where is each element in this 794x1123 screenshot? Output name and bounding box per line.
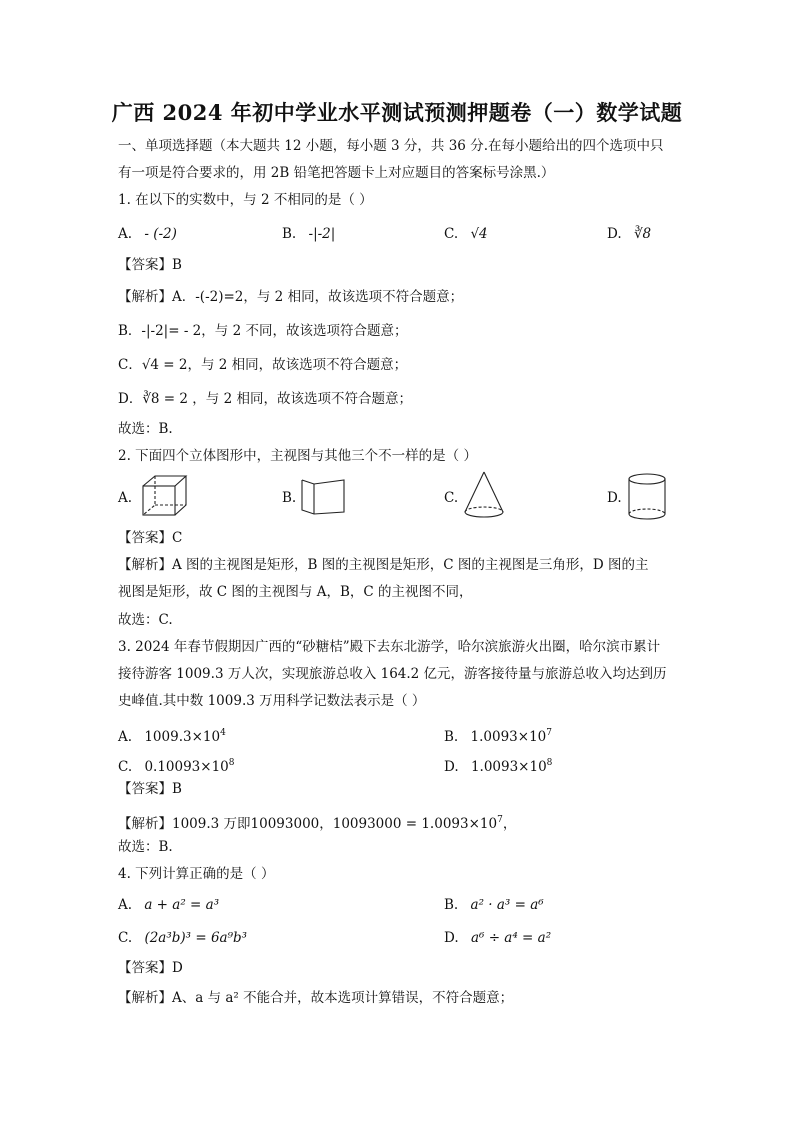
q3-option-d bbox=[444, 754, 552, 776]
q1-analysis-c: C．√4 = 2，与 2 相同，故该选项不符合题意； bbox=[118, 357, 408, 373]
q1-option-a bbox=[118, 225, 177, 243]
q4-option-c bbox=[118, 929, 247, 947]
q3-option-b bbox=[444, 724, 552, 746]
q4-answer: 【答案】D bbox=[118, 960, 183, 976]
q1-answer: 【答案】B bbox=[118, 257, 182, 273]
section-instructions-line1: 一、单项选择题（本大题共 12 小题，每小题 3 分，共 36 分.在每小题给出的四个选项中只 bbox=[118, 138, 664, 154]
q1-option-d-label: D. bbox=[607, 226, 622, 242]
q2-option-d-label: D. bbox=[607, 490, 622, 506]
q2-conclusion: 故选：C. bbox=[118, 612, 173, 628]
q4-option-b-label: B. bbox=[444, 897, 459, 913]
q3-option-d-label: D. bbox=[444, 759, 459, 775]
q2-analysis-line2: 视图是矩形，故 C 图的主视图与 A，B，C 的主视图不同， bbox=[118, 584, 473, 600]
q4-option-a bbox=[118, 896, 219, 914]
q3-answer: 【答案】B bbox=[118, 781, 182, 797]
q3-option-b-label: B. bbox=[444, 729, 459, 745]
q4-option-b-text: a² · a³ = a⁶ bbox=[470, 897, 544, 913]
q4-option-d bbox=[444, 929, 551, 947]
q3-analysis bbox=[118, 811, 516, 833]
section-instructions-line2: 有一项是符合要求的，用 2B 铅笔把答题卡上对应题目的答案标号涂黑.） bbox=[118, 165, 555, 181]
q1-option-b bbox=[282, 225, 335, 243]
q3-option-a-exponent: 4 bbox=[220, 728, 226, 738]
q2-option-c-label: C. bbox=[444, 490, 459, 506]
q3-option-c bbox=[118, 754, 235, 776]
q3-analysis-text: 【解析】1009.3 万即10093000，10093000 = 1.0093×10 bbox=[118, 816, 498, 832]
q1-stem: 1. 在以下的实数中，与 2 不相同的是（ ） bbox=[118, 192, 373, 208]
q1-option-d bbox=[607, 225, 651, 243]
q4-option-c-label: C. bbox=[118, 930, 133, 946]
q3-option-b-exponent: 7 bbox=[546, 728, 552, 738]
q4-stem: 4. 下列计算正确的是（ ） bbox=[118, 866, 275, 882]
q3-analysis-exponent: 7 bbox=[497, 815, 503, 825]
q3-option-a-base: 1009.3×10 bbox=[144, 729, 221, 745]
q1-option-b-label: B. bbox=[282, 226, 297, 242]
q3-option-c-exponent: 8 bbox=[228, 758, 235, 768]
q2-analysis-line1: 【解析】A 图的主视图是矩形，B 图的主视图是矩形，C 图的主视图是三角形，D 图的主 bbox=[118, 557, 649, 573]
q1-conclusion: 故选：B. bbox=[118, 421, 173, 437]
q1-option-a-text: - (-2) bbox=[144, 226, 177, 242]
q4-analysis: 【解析】A、a 与 a² 不能合并，故本选项计算错误，不符合题意； bbox=[118, 990, 514, 1006]
q1-option-c-label: C. bbox=[444, 226, 459, 242]
folded-prism-figure bbox=[300, 476, 348, 516]
q3-option-c-label: C. bbox=[118, 759, 133, 775]
q3-stem-line2: 接待游客 1009.3 万人次，实现旅游总收入 164.2 亿元，游客接待量与旅游总收入均达到历 bbox=[118, 666, 667, 682]
q1-option-c-text: √4 bbox=[470, 226, 488, 242]
q1-analysis-a: 【解析】A．-(-2)=2，与 2 相同，故该选项不符合题意； bbox=[118, 289, 464, 305]
q3-option-d-exponent: 8 bbox=[546, 758, 553, 768]
cube-figure bbox=[140, 474, 190, 518]
q2-option-b-label: B. bbox=[282, 490, 297, 506]
q4-option-d-text: a⁶ ÷ a⁴ = a² bbox=[470, 930, 552, 946]
q2-answer: 【答案】C bbox=[118, 530, 183, 546]
q1-analysis-b: B．-|-2|= - 2，与 2 不同，故该选项符合题意； bbox=[118, 323, 408, 339]
q4-option-a-text: a + a² = a³ bbox=[144, 897, 220, 913]
q3-option-a bbox=[118, 724, 226, 746]
q4-option-c-text: (2a³b)³ = 6a⁹b³ bbox=[144, 930, 248, 946]
q2-stem: 2. 下面四个立体图形中，主视图与其他三个不一样的是（ ） bbox=[118, 448, 477, 464]
q3-conclusion: 故选：B. bbox=[118, 839, 173, 855]
q4-option-d-label: D. bbox=[444, 930, 459, 946]
q1-option-d-text: ∛8 bbox=[633, 226, 652, 242]
cone-figure bbox=[462, 470, 506, 520]
q3-option-c-base: 0.10093×10 bbox=[144, 759, 229, 775]
q1-option-b-text: -|-2| bbox=[308, 226, 336, 242]
q4-option-b bbox=[444, 896, 544, 914]
q1-analysis-d: D．∛8 = 2 ，与 2 相同，故该选项不符合题意； bbox=[118, 391, 412, 407]
cylinder-figure bbox=[626, 472, 668, 522]
q1-option-c bbox=[444, 225, 488, 243]
q3-stem-line1: 3. 2024 年春节假期因广西的“砂糖桔”殿下去东北游学，哈尔滨旅游火出圈，哈尔滨市累计 bbox=[118, 639, 661, 655]
q3-option-d-base: 1.0093×10 bbox=[470, 759, 547, 775]
q3-stem-line3: 史峰值.其中数 1009.3 万用科学记数法表示是（ ） bbox=[118, 693, 426, 709]
q2-option-a-label: A. bbox=[118, 490, 133, 506]
q4-option-a-label: A. bbox=[118, 897, 133, 913]
q3-option-a-label: A. bbox=[118, 729, 133, 745]
q3-analysis-tail: ， bbox=[502, 816, 517, 832]
q1-option-a-label: A. bbox=[118, 226, 133, 242]
q3-option-b-base: 1.0093×10 bbox=[470, 729, 547, 745]
page-title: 广西 2024 年初中学业水平测试预测押题卷（一）数学试题 bbox=[111, 100, 683, 125]
